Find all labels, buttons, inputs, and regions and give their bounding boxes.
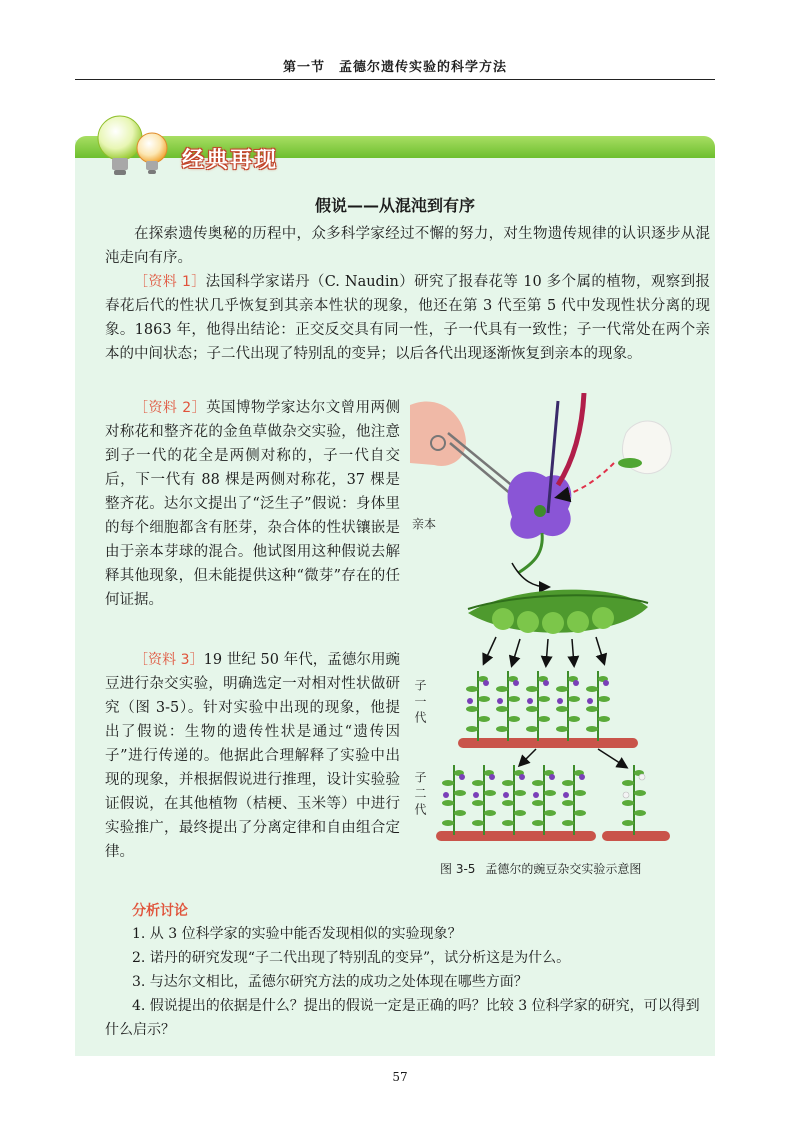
figure-label-f2: 子二代 [413,771,427,819]
question-4: 4. 假说提出的依据是什么？提出的假说一定是正确的吗？比较 3 位科学家的研究，可以得到什么启示？ [105,998,700,1038]
source-2-label: ［资料 2］ [134,400,207,416]
intro-paragraph: 在探索遗传奥秘的历程中，众多科学家经过不懈的努力，对生物遗传规律的认识逐步从混沌走向有序。 [105,226,710,266]
source-1-label: ［资料 1］ [134,274,206,290]
source-1-paragraph [105,270,710,366]
header-rule [75,79,715,80]
source-1-text: 法国科学家诺丹（C. Naudin）研究了报春花等 10 多个属的植物，观察到报春花后代的性状几乎恢复到其亲本性状的现象，他还在第 3 代至第 5 代中发现性状分离的现象。1863 年，他得出结论：正交反交具有同一性，子一代具有一致性；子一代常处在两个亲本的中间状态；子二代出现了特别乱的变异；以后各代出现逐渐恢复到亲本的现象。 [105,274,710,362]
question-3: 3. 与达尔文相比，孟德尔研究方法的成功之处体现在哪些方面？ [132,974,528,990]
source-2-text: 英国博物学家达尔文曾用两侧对称花和整齐花的金鱼草做杂交实验，他注意到子一代的花全是两侧对称的，子一代自交后，下一代有 88 棵是两侧对称花，37 棵是整齐花。达尔文提出了“泛生子”假说：身体里的每个细胞都含有胚芽，杂合体的性状镶嵌是由于亲本芽球的混合。他试图用这种假说去解释其他现象，但未能提供这种“微芽”存在的任何证据。 [105,400,401,608]
banner-title: 经典再现 [182,148,279,173]
pea-cross-figure [408,393,708,853]
source-2-paragraph [105,396,400,612]
figure-caption-number: 图 3-5 [440,862,476,876]
question-1: 1. 从 3 位科学家的实验中能否发现相似的实验现象？ [132,926,462,942]
article-title: 假说——从混沌到有序 [314,196,475,215]
source-3-label: ［资料 3］ [134,652,204,668]
figure-label-f1: 子一代 [413,679,427,727]
source-3-text: 19 世纪 50 年代，孟德尔用豌豆进行杂交实验，明确选定一对相对性状做研究（图 3-5）。针对实验中出现的现象，他提出了假说：生物的遗传性状是通过“遗传因子”进行传递的。他据此合理解释了实验中出现的现象，并根据假说进行推理，设计实验验证假说，在其他植物（桔梗、玉米等）中进行实验推广，最终提出了分离定律和自由组合定律。 [105,652,401,860]
running-header: 第一节 孟德尔遗传实验的科学方法 [282,60,507,75]
figure-caption [440,860,641,877]
question-2: 2. 诺丹的研究发现“子二代出现了特别乱的变异”，试分析这是为什么。 [132,950,571,966]
lightbulb-icon [90,110,180,182]
figure-label-parent: 亲本 [412,517,437,531]
source-3-paragraph [105,648,400,864]
page-number: 57 [392,1070,408,1084]
pea-cross-illustration [408,393,708,853]
figure-caption-text: 孟德尔的豌豆杂交实验示意图 [485,862,642,876]
discussion-title: 分析讨论 [132,903,188,919]
